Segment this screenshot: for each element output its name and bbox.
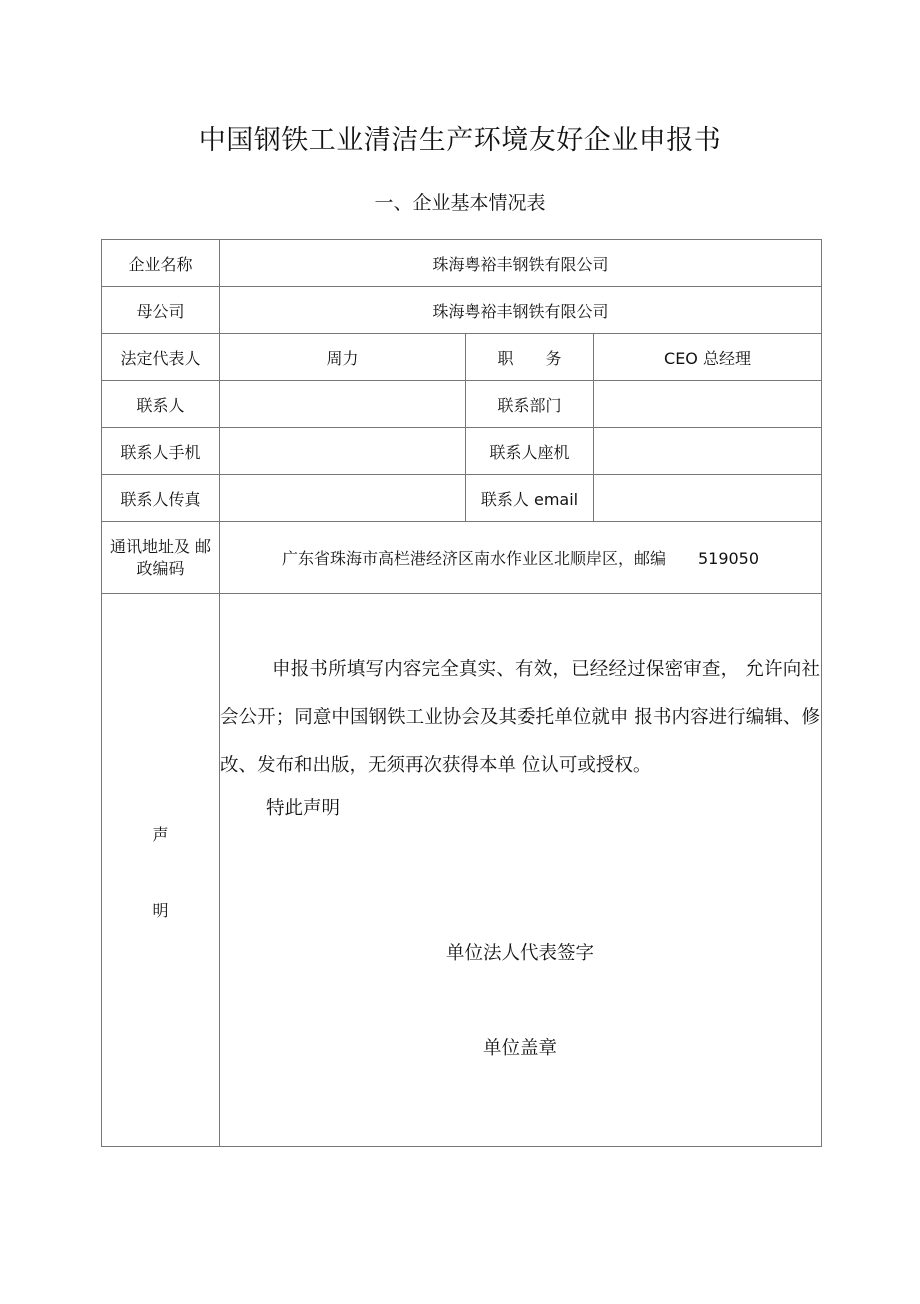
- contact-field[interactable]: [220, 381, 466, 428]
- declaration-text: 申报书所填写内容完全真实、有效，已经经过保密审查， 允许向社会公开；同意中国钢铁工业协会及其委托单位就申 报书内容进行编辑、修改、发布和出版，无须再次获得本单 位认可或授权。: [220, 659, 820, 776]
- row-phone: [102, 428, 822, 475]
- parent-company-label: 母公司: [102, 287, 220, 334]
- declaration-label: [102, 594, 220, 1147]
- document-title: 中国钢铁工业清洁生产环境友好企业申报书: [198, 125, 722, 156]
- declaration-closing: 特此声明: [266, 798, 341, 819]
- position-label: 职 务: [466, 334, 594, 381]
- section-title: 一、企业基本情况表: [374, 192, 546, 214]
- contact-label: 联系人: [102, 381, 220, 428]
- address-label: 通讯地址及 邮政编码: [102, 522, 220, 594]
- fax-label: 联系人传真: [102, 475, 220, 522]
- company-name-field[interactable]: 珠海粤裕丰钢铁有限公司: [220, 240, 822, 287]
- email-field[interactable]: [594, 475, 822, 522]
- row-company-name: [102, 240, 822, 287]
- row-address: [102, 522, 822, 594]
- contact-dept-label: 联系部门: [466, 381, 594, 428]
- address-field[interactable]: 广东省珠海市高栏港经济区南水作业区北顺岸区，邮编 519050: [220, 522, 822, 594]
- company-info-table: [101, 239, 822, 1147]
- landline-label: 联系人座机: [466, 428, 594, 475]
- row-fax-email: [102, 475, 822, 522]
- declaration-content: [220, 594, 822, 1147]
- declaration-label-char-1: 声: [152, 825, 169, 844]
- mobile-field[interactable]: [220, 428, 466, 475]
- email-label: 联系人 email: [466, 475, 594, 522]
- seal-field[interactable]: 单位盖章: [482, 1038, 557, 1059]
- declaration-label-char-2: 明: [152, 901, 169, 920]
- parent-company-field[interactable]: 珠海粤裕丰钢铁有限公司: [220, 287, 822, 334]
- contact-dept-field[interactable]: [594, 381, 822, 428]
- row-declaration: [102, 594, 822, 1147]
- fax-field[interactable]: [220, 475, 466, 522]
- legal-rep-field[interactable]: 周力: [220, 334, 466, 381]
- signature-field[interactable]: 单位法人代表签字: [445, 943, 594, 964]
- landline-field[interactable]: [594, 428, 822, 475]
- row-contact: [102, 381, 822, 428]
- legal-rep-label: 法定代表人: [102, 334, 220, 381]
- position-field[interactable]: CEO 总经理: [594, 334, 822, 381]
- row-legal-rep: [102, 334, 822, 381]
- company-name-label: 企业名称: [102, 240, 220, 287]
- row-parent-company: [102, 287, 822, 334]
- mobile-label: 联系人手机: [102, 428, 220, 475]
